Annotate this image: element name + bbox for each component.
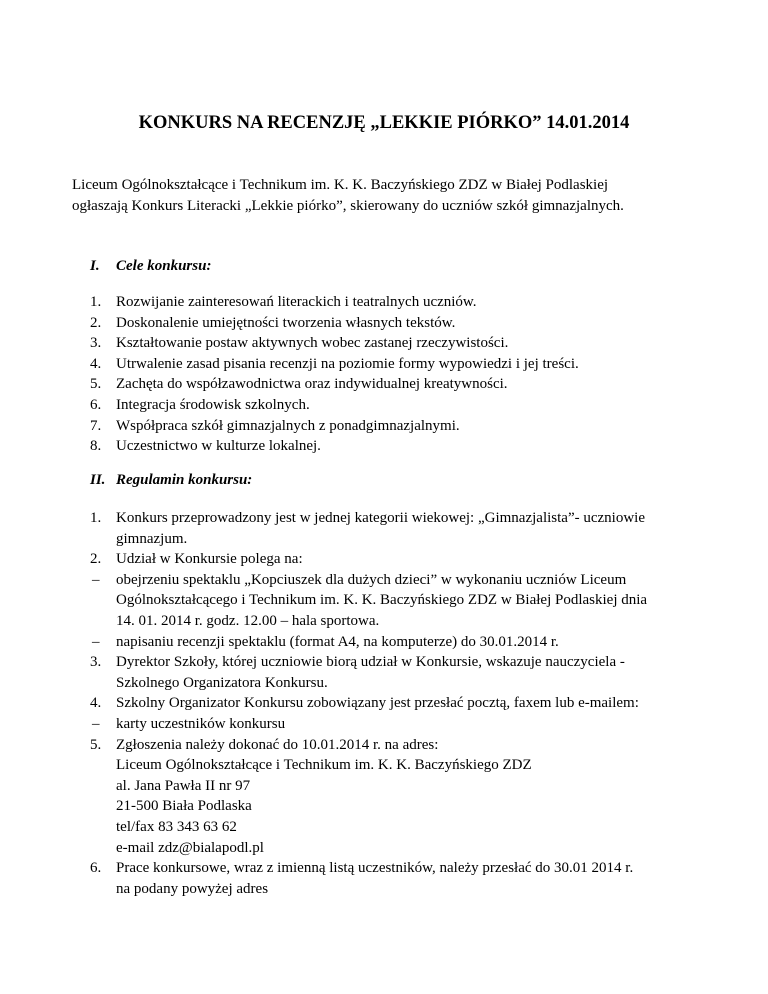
rule-item: 4. Szkolny Organizator Konkursu zobowiązany jest przesłać pocztą, faxem lub e-mailem: — [90, 695, 639, 712]
list-item: 2. Doskonalenie umiejętności tworzenia własnych tekstów. — [90, 314, 456, 331]
goals-list — [90, 292, 710, 457]
section-title: Regulamin konkursu: — [116, 472, 253, 488]
intro-paragraph — [72, 175, 712, 217]
rule-item: 5. Zgłoszenia należy dokonać do 10.01.2014 r. na adres: Liceum Ogólnokształcące i Technikum im. K. K. Baczyńskiego ZDZ al. Jana Pawła II nr 97 21-500 Biała Podlaska tel/fax 83 343 63 62 e-mail zdz@bialapodl.pl — [90, 735, 710, 859]
list-item: 8. Uczestnictwo w kulturze lokalnej. — [90, 438, 321, 455]
list-item: 3. Kształtowanie postaw aktywnych wobec zastanej rzeczywistości. — [90, 335, 509, 352]
rule-subitem: – obejrzeniu spektaklu „Kopciuszek dla dużych dzieci” w wykonaniu uczniów Liceum Ogólnokształcącego i Technikum im. K. K. Baczyńskiego ZDZ w Białej Podlaskiej dnia 14. 01. 2014 r. godz. 12.00 – hala sportowa. — [92, 571, 648, 629]
list-item: 5. Zachęta do współzawodnictwa oraz indywidualnej kreatywności. — [90, 376, 508, 393]
list-item: 1. Rozwijanie zainteresowań literackich i teatralnych uczniów. — [90, 294, 477, 310]
rule-item: 2. Udział w Konkursie polega na: — [90, 551, 303, 568]
intro-line: Liceum Ogólnokształcące i Technikum im. K. K. Baczyńskiego ZDZ w Białej Podlaskiej — [72, 177, 609, 193]
section-number: II. — [90, 472, 106, 488]
section-title: Cele konkursu: — [116, 258, 212, 274]
list-item: 4. Utrwalenie zasad pisania recenzji na poziomie formy wypowiedzi i jej treści. — [90, 355, 579, 372]
rule-subitem: – karty uczestników konkursu — [92, 715, 286, 732]
rule-item: 6. Prace konkursowe, wraz z imienną listą uczestników, należy przesłać do 30.01 2014 r. na podany powyżej adres — [90, 860, 634, 897]
rule-item: 1. Konkurs przeprowadzony jest w jednej kategorii wiekowej: „Gimnazjalista”- uczniowie gimnazjum. — [90, 510, 645, 547]
intro-line: ogłaszają Konkurs Literacki „Lekkie piórko”, skierowany do uczniów szkół gimnazjalnych. — [72, 198, 624, 214]
document-title: KONKURS NA RECENZJĘ „LEKKIE PIÓRKO” 14.01.2014 — [138, 113, 630, 133]
list-item: 7. Współpraca szkół gimnazjalnych z ponadgimnazjalnymi. — [90, 417, 460, 434]
rules-list — [90, 508, 710, 899]
section-heading-rules — [90, 472, 252, 489]
email-address: e-mail zdz@bialapodl.pl — [116, 839, 264, 856]
section-heading-goals — [90, 258, 211, 275]
rule-subitem: – napisaniu recenzji spektaklu (format A4, na komputerze) do 30.01.2014 r. — [92, 633, 559, 650]
list-item: 6. Integracja środowisk szkolnych. — [90, 396, 310, 413]
rule-item: 3. Dyrektor Szkoły, której uczniowie biorą udział w Konkursie, wskazuje nauczyciela - Szkolnego Organizatora Konkursu. — [90, 654, 625, 691]
section-number: I. — [90, 258, 100, 274]
